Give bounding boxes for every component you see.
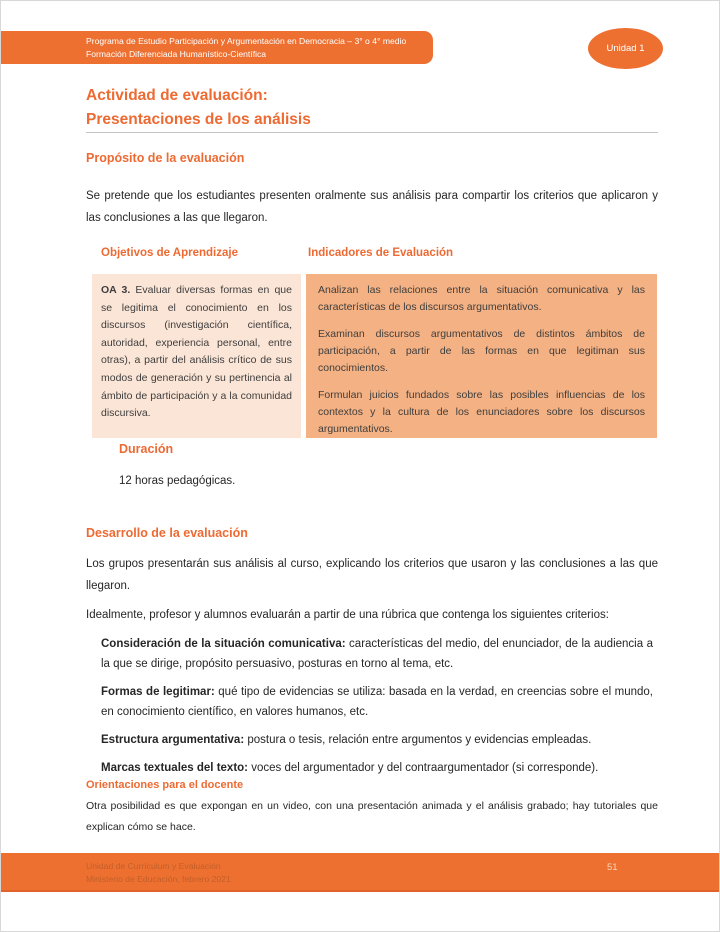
desarrollo-heading: Desarrollo de la evaluación: [86, 526, 248, 540]
criteria-list: [101, 634, 653, 786]
criteria-label: Formas de legitimar:: [101, 686, 215, 698]
orientaciones-heading: Orientaciones para el docente: [86, 779, 244, 791]
desarrollo-paragraph-1: Los grupos presentarán sus análisis al curso, explicando los criterios que usaron y las conclusiones a las que llegaron.: [86, 558, 658, 592]
table-header-indicadores: Indicadores de Evaluación: [308, 247, 454, 259]
table-header-objetivos: Objetivos de Aprendizaje: [101, 247, 238, 259]
objetivos-cell: [92, 274, 301, 438]
desarrollo-paragraph-2: Idealmente, profesor y alumnos evaluarán a partir de una rúbrica que contenga los siguientes criterios:: [86, 609, 609, 621]
oa-text: Evaluar diversas formas en que se legitima el conocimiento en los discursos (investigación científica, autoridad, experiencia personal, entre otras), a partir del análisis crítico de sus modos de generación y su pertinencia al ámbito de participación y a la comunidad discursiva.: [101, 284, 292, 420]
criteria-label: Consideración de la situación comunicativa:: [101, 638, 346, 650]
footer-line1: Unidad de Currículum y Evaluación: [86, 861, 221, 871]
criteria-text: postura o tesis, relación entre argumentos y evidencias empleadas.: [244, 734, 592, 746]
criteria-text: qué tipo de evidencias se utiliza: basada en la verdad, en creencias sobre el mundo, en conocimiento científico, en valores humanos, etc.: [101, 686, 653, 718]
title-divider: [86, 132, 658, 133]
criteria-item: [101, 634, 653, 674]
duracion-heading: Duración: [119, 442, 174, 456]
footer-bar: [1, 853, 720, 892]
program-title-line2: Formación Diferenciada Humanístico-Científica: [86, 48, 267, 59]
criteria-text: características del medio, del enunciador, de la audiencia a la que se dirige, propósito persuasivo, posturas en torno al tema, etc.: [101, 638, 653, 670]
unit-badge: [588, 28, 663, 69]
criteria-item: [101, 758, 653, 778]
page-title-line1: Actividad de evaluación:: [86, 87, 268, 104]
indicator-item: Examinan discursos argumentativos de distintos ámbitos de participación, a partir de las formas en que legitiman sus conocimientos.: [318, 328, 645, 374]
footer-line2: Ministerio de Educación, febrero 2021: [86, 874, 231, 884]
unit-badge-label: Unidad 1: [606, 43, 645, 54]
page-title: [86, 84, 658, 132]
criteria-label: Marcas textuales del texto:: [101, 762, 249, 774]
page-number: 51: [607, 862, 618, 873]
duracion-value: 12 horas pedagógicas.: [119, 475, 236, 487]
oa-label: OA 3.: [101, 284, 131, 296]
proposito-paragraph: Se pretende que los estudiantes presenten oralmente sus análisis para compartir los criterios que aplicaron y las conclusiones a las que llegaron.: [86, 190, 658, 224]
indicator-item: Formulan juicios fundados sobre las posibles influencias de los contextos y la cultura de los enunciadores sobre los discursos argumentativos.: [318, 389, 645, 435]
proposito-heading: Propósito de la evaluación: [86, 151, 245, 165]
orientaciones-paragraph: Otra posibilidad es que expongan en un video, con una presentación animada y el análisis grabado; hay tutoriales que explican cómo se hace.: [86, 800, 658, 833]
criteria-item: [101, 730, 653, 750]
indicator-item: Analizan las relaciones entre la situación comunicativa y las características de los discursos argumentativos.: [318, 284, 645, 313]
criteria-item: [101, 682, 653, 722]
program-header-bar: [1, 31, 433, 64]
indicadores-cell: [306, 274, 657, 438]
page-title-line2: Presentaciones de los análisis: [86, 111, 311, 128]
program-title-line1: Programa de Estudio Participación y Argumentación en Democracia – 3° o 4° medio: [86, 36, 407, 46]
criteria-text: voces del argumentador y del contraargumentador (si corresponde).: [248, 762, 599, 774]
criteria-label: Estructura argumentativa:: [101, 734, 245, 746]
footer-institution: [86, 860, 231, 886]
